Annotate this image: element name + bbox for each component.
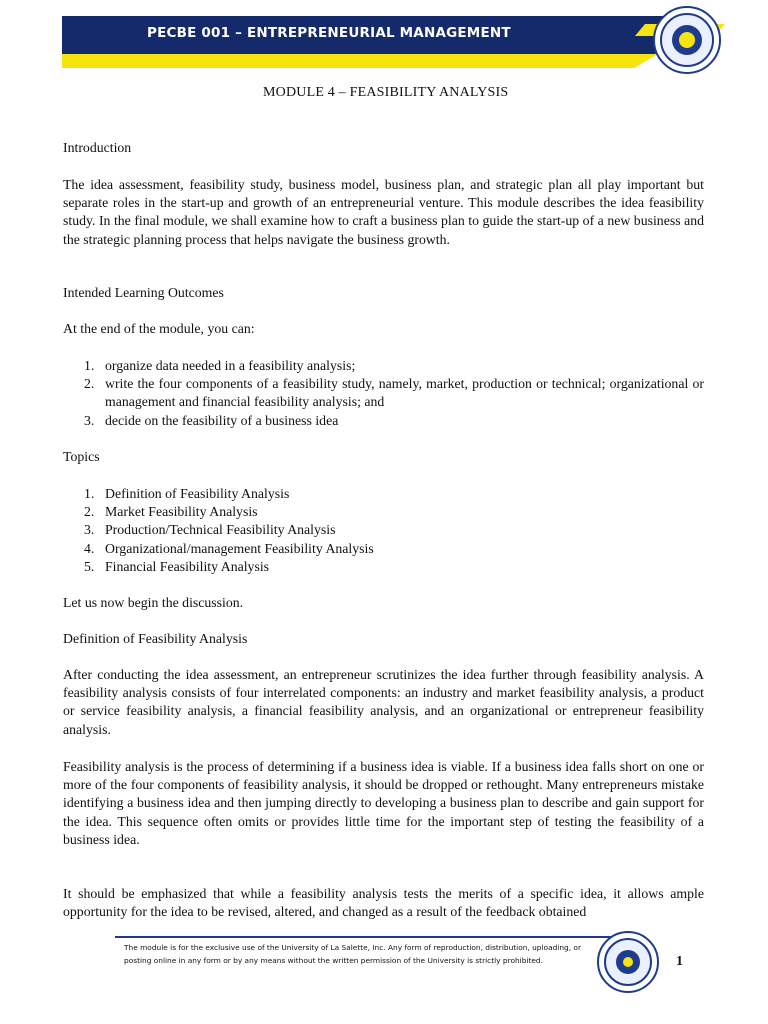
outcomes-lead: At the end of the module, you can: xyxy=(63,321,255,336)
definition-paragraph-3: It should be emphasized that while a feasibility analysis tests the merits of a specific idea, it allows ample opportunity for the idea to be revised, altered, and changed as a result of the feedback obtained xyxy=(63,886,704,920)
module-title: MODULE 4 – FEASIBILITY ANALYSIS xyxy=(263,85,509,100)
university-seal-icon xyxy=(597,931,659,993)
topics-heading: Topics xyxy=(63,449,100,464)
list-item: 5. Financial Feasibility Analysis xyxy=(84,558,270,574)
university-seal-icon xyxy=(653,6,721,74)
header-yellow-stripe xyxy=(62,54,658,68)
footer-notice: The module is for the exclusive use of the University of La Salette, Inc. Any form of reproduction, distribution, uploading, or posting online in any form or by any means without the written permission of the University is strictly prohibited. xyxy=(124,943,581,965)
page-number: 1 xyxy=(676,954,683,969)
list-item: 3. Production/Technical Feasibility Analysis xyxy=(84,522,336,538)
list-item: 2. Market Feasibility Analysis xyxy=(84,504,258,520)
topics-list xyxy=(84,485,704,576)
definition-paragraph-2: Feasibility analysis is the process of determining if a business idea is viable. If a business idea falls short on one or more of the four components of feasibility analysis, it should be dropped or rethought. Many entrepreneurs mistake identifying a business idea and then jumping directly to developing a business plan to describe and gain support for the idea. This sequence often omits or provides little time for the important step of testing the feasibility of a business idea. xyxy=(63,759,704,847)
page-header xyxy=(0,0,768,80)
definition-paragraph-1: After conducting the idea assessment, an entrepreneur scrutinizes the idea further through feasibility analysis. A feasibility analysis consists of four interrelated components: an industry and market feasibility analysis, a product or service feasibility analysis, a financial feasibility analysis, and an organizational or entrepreneur feasibility analysis. xyxy=(63,667,704,737)
begin-discussion: Let us now begin the discussion. xyxy=(63,595,244,610)
introduction-body: The idea assessment, feasibility study, business model, business plan, and strategic plan all play important but separate roles in the start-up and growth of an entrepreneurial venture. This module describes the idea feasibility study. In the final module, we shall examine how to craft a business plan to guide the start-up of a new business and the strategic planning process that helps navigate the business growth. xyxy=(63,177,704,247)
definition-heading: Definition of Feasibility Analysis xyxy=(63,631,248,646)
outcomes-heading: Intended Learning Outcomes xyxy=(63,285,224,300)
list-item: 4. Organizational/management Feasibility Analysis xyxy=(84,540,374,556)
list-item: 1. Definition of Feasibility Analysis xyxy=(84,486,290,501)
list-item: 1. organize data needed in a feasibility analysis; xyxy=(84,358,356,373)
list-item: 3. decide on the feasibility of a business idea xyxy=(84,412,339,428)
footer-divider xyxy=(115,936,635,938)
introduction-heading: Introduction xyxy=(63,140,132,155)
list-item: 2. write the four components of a feasibility study, namely, market, production or technical; organizational or management and financial feasibility analysis; and xyxy=(84,376,704,410)
course-title: PECBE 001 – ENTREPRENEURIAL MANAGEMENT xyxy=(147,25,511,41)
outcomes-list xyxy=(84,357,704,430)
